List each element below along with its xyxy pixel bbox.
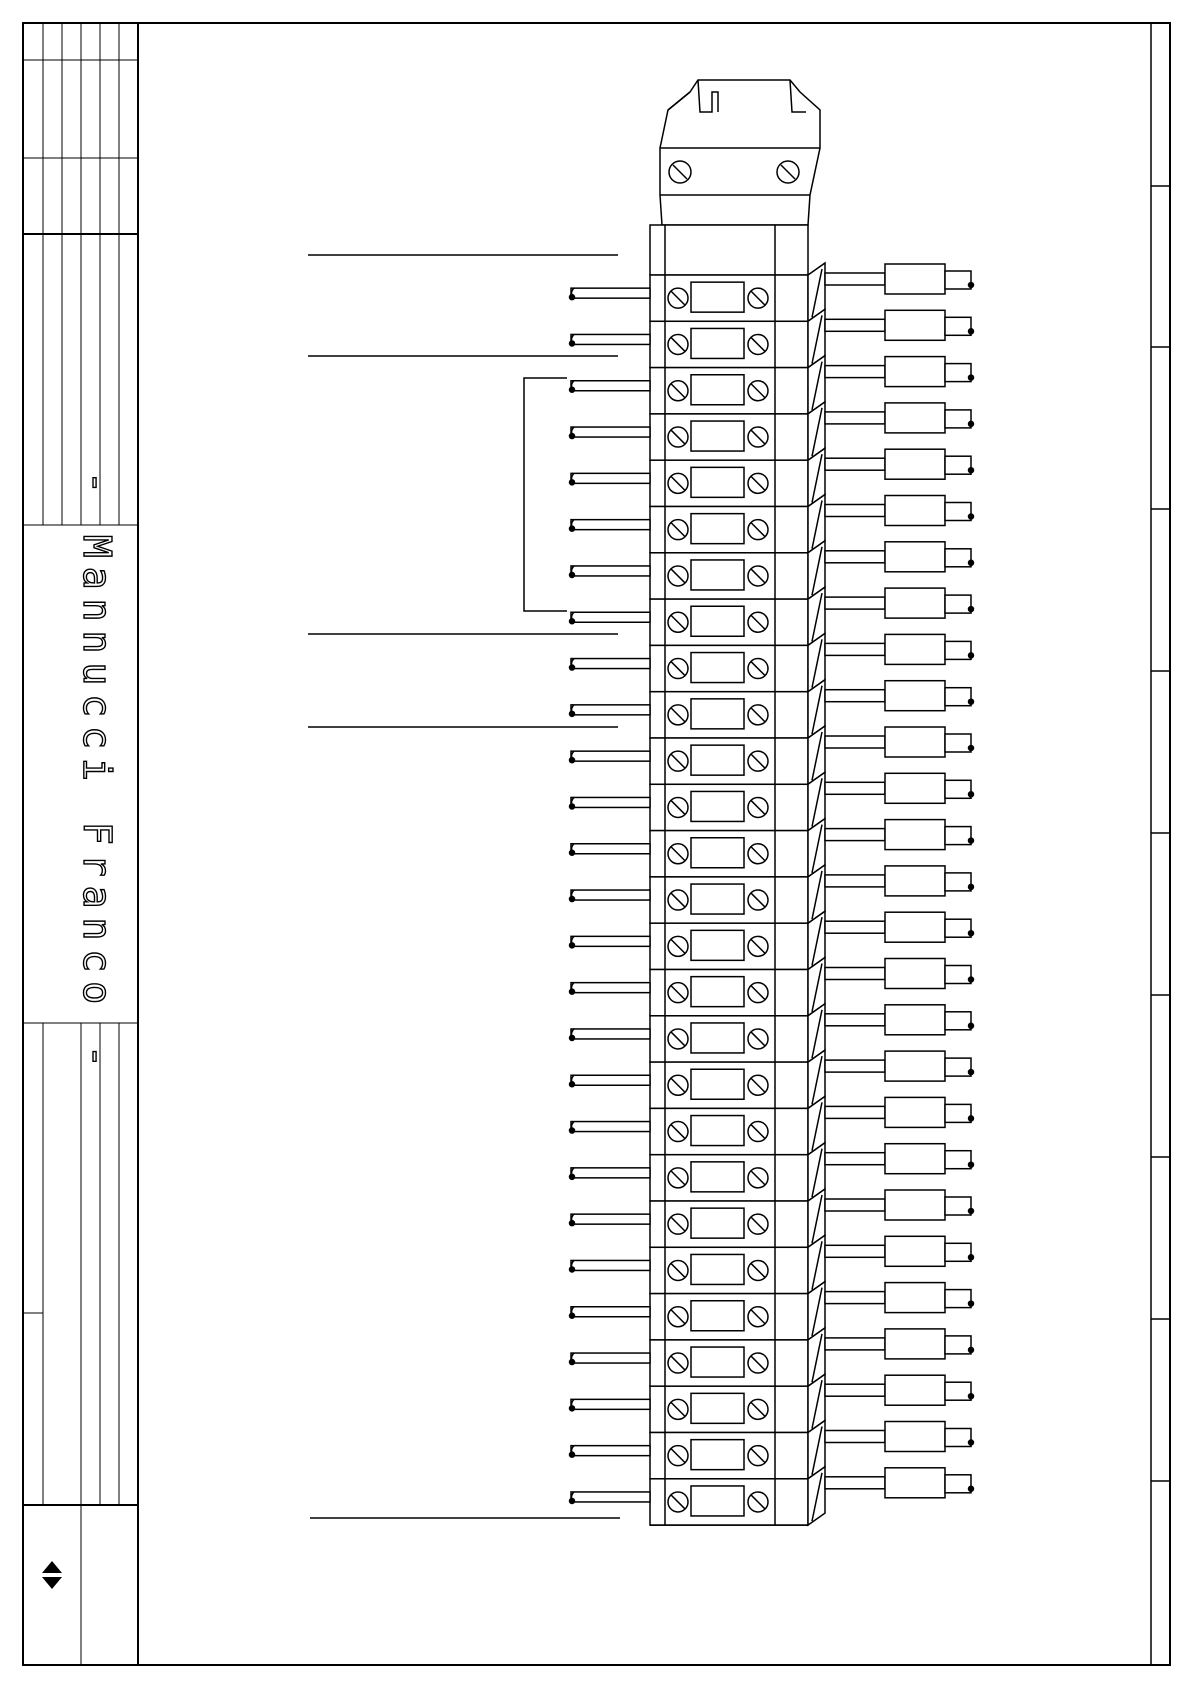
left-wire [570, 797, 651, 809]
screw-icon [748, 381, 768, 401]
screw-icon [748, 844, 768, 864]
screw-icon [748, 1399, 768, 1419]
screw-icon [748, 288, 768, 308]
right-wire [825, 1422, 974, 1452]
right-wire [825, 912, 974, 942]
left-wire [570, 427, 651, 439]
right-wire [825, 820, 974, 850]
terminal-label-window [691, 930, 744, 960]
terminal-label-window [691, 838, 744, 868]
jumper-bracket [524, 378, 567, 611]
screw-icon [668, 751, 688, 771]
screw-icon [748, 520, 768, 540]
left-wire [570, 890, 651, 902]
screw-icon [748, 612, 768, 632]
right-wire [825, 1190, 974, 1220]
right-wire [825, 1005, 974, 1035]
left-wire [570, 1029, 651, 1041]
right-wire [825, 959, 974, 989]
left-wire [570, 1492, 651, 1504]
right-wire [825, 634, 974, 664]
screw-icon [748, 1075, 768, 1095]
terminal-label-window [691, 699, 744, 729]
right-wire [825, 1236, 974, 1266]
screw-icon [668, 1353, 688, 1373]
left-wire [570, 1214, 651, 1226]
right-wire [825, 449, 974, 479]
screw-icon [748, 1168, 768, 1188]
screw-icon [748, 890, 768, 910]
screw-icon [668, 1492, 688, 1512]
screw-icon [748, 473, 768, 493]
screw-icon [668, 936, 688, 956]
left-wire [570, 1446, 651, 1458]
screw-icon [748, 705, 768, 725]
left-wire [570, 473, 651, 485]
screw-icon [748, 983, 768, 1003]
right-wire [825, 542, 974, 572]
screw-icon [668, 983, 688, 1003]
screw-icon [668, 1307, 688, 1327]
terminal-label-window [691, 514, 744, 544]
left-wire [570, 659, 651, 671]
screw-icon [748, 751, 768, 771]
left-wire [570, 705, 651, 717]
terminal-label-window [691, 745, 744, 775]
screw-icon [668, 1399, 688, 1419]
terminal-label-window [691, 421, 744, 451]
terminal-label-window [691, 1347, 744, 1377]
screw-icon [748, 1214, 768, 1234]
left-wire [570, 1122, 651, 1134]
screw-icon [748, 1029, 768, 1049]
terminal-label-window [691, 560, 744, 590]
left-wire [570, 1307, 651, 1319]
screw-icon [668, 520, 688, 540]
left-wire [570, 844, 651, 856]
left-wire [570, 983, 651, 995]
left-wire [570, 520, 651, 532]
right-wire [825, 588, 974, 618]
terminal-block-cap [660, 80, 820, 225]
screw-icon [748, 936, 768, 956]
screw-icon [668, 797, 688, 817]
left-wire [570, 334, 651, 346]
terminal-label-window [691, 375, 744, 405]
terminal-label-window [691, 1116, 744, 1146]
right-wire [825, 1051, 974, 1081]
screw-icon [748, 1446, 768, 1466]
screw-icon [668, 1214, 688, 1234]
right-wire [825, 357, 974, 387]
screw-icon [668, 334, 688, 354]
terminal-label-window [691, 1162, 744, 1192]
right-wire [825, 681, 974, 711]
right-wire [825, 403, 974, 433]
screw-icon [748, 427, 768, 447]
right-wire [825, 1468, 974, 1498]
terminal-label-window [691, 977, 744, 1007]
right-wire [825, 264, 974, 294]
left-wire [570, 936, 651, 948]
left-wire [570, 566, 651, 578]
screw-icon [668, 844, 688, 864]
up-down-arrow-icon [42, 1561, 62, 1589]
terminal-stack [570, 263, 974, 1525]
right-wire [825, 1283, 974, 1313]
screw-icon [668, 1075, 688, 1095]
right-wire [825, 866, 974, 896]
right-margin-ticks [1151, 23, 1170, 1665]
right-wire [825, 1329, 974, 1359]
terminal-label-window [691, 791, 744, 821]
right-wire [825, 310, 974, 340]
terminal-label-window [691, 328, 744, 358]
terminal-label-window [691, 1440, 744, 1470]
right-wire [825, 1144, 974, 1174]
left-wire [570, 288, 651, 300]
terminal-label-window [691, 1208, 744, 1238]
screw-icon [668, 659, 688, 679]
screw-icon [748, 1492, 768, 1512]
screw-icon [748, 1307, 768, 1327]
screw-icon [748, 566, 768, 586]
screw-icon [668, 566, 688, 586]
screw-icon [668, 1260, 688, 1280]
left-wire [570, 1168, 651, 1180]
left-wire [570, 1260, 651, 1272]
screw-icon [668, 890, 688, 910]
screw-icon [668, 1446, 688, 1466]
right-wire [825, 1375, 974, 1405]
left-wire [570, 612, 651, 624]
screw-icon [748, 1122, 768, 1142]
terminal-label-window [691, 1069, 744, 1099]
terminal-label-window [691, 884, 744, 914]
terminal-label-window [691, 282, 744, 312]
terminal-label-window [691, 1301, 744, 1331]
terminal-label-window [691, 1254, 744, 1284]
left-wire [570, 381, 651, 393]
terminal-label-window [691, 1393, 744, 1423]
left-wire [570, 1353, 651, 1365]
right-wire [825, 496, 974, 526]
screw-icon [668, 1168, 688, 1188]
annotation-lines [308, 255, 620, 1518]
screw-icon [668, 427, 688, 447]
left-wire [570, 1075, 651, 1087]
screw-icon [748, 797, 768, 817]
right-wire [825, 727, 974, 757]
screw-icon [748, 659, 768, 679]
screw-icon [748, 334, 768, 354]
right-wire [825, 1097, 974, 1127]
terminal-label-window [691, 1023, 744, 1053]
left-wire [570, 751, 651, 763]
left-wire [570, 1399, 651, 1411]
screw-icon [748, 1260, 768, 1280]
screw-icon [668, 288, 688, 308]
terminal-label-window [691, 1486, 744, 1516]
terminal-label-window [691, 606, 744, 636]
screw-icon [748, 1353, 768, 1373]
right-wire [825, 773, 974, 803]
terminal-label-window [691, 467, 744, 497]
terminal-label-window [691, 653, 744, 683]
screw-icon [668, 381, 688, 401]
screw-icon [668, 612, 688, 632]
screw-icon [668, 705, 688, 725]
screw-icon [668, 1029, 688, 1049]
screw-icon [668, 473, 688, 493]
screw-icon [668, 1122, 688, 1142]
author-text: - Mannucci Franco - [75, 471, 119, 1077]
terminal-block-body-top [650, 225, 808, 275]
